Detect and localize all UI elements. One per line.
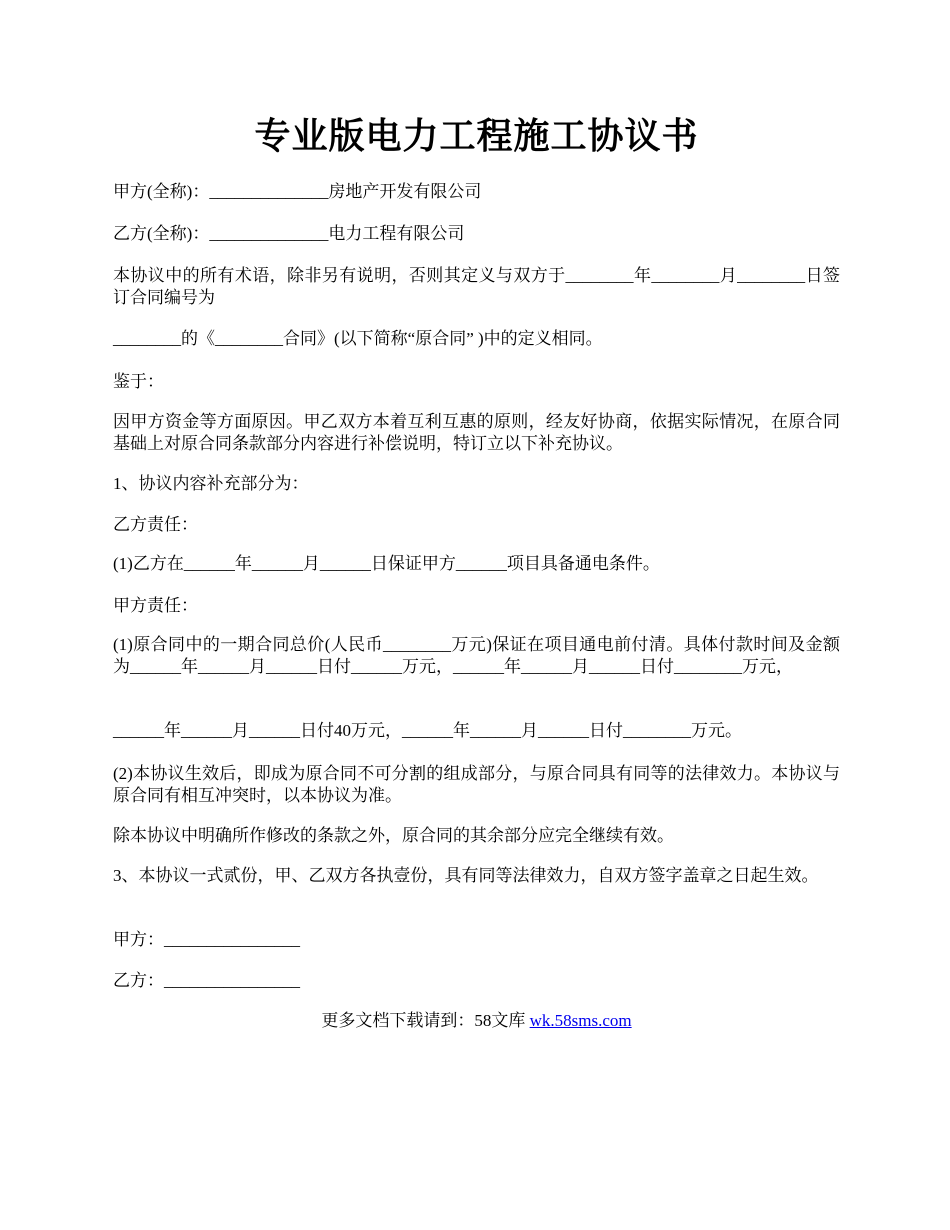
party-a-name: 甲方(全称)：______________房地产开发有限公司 [113,182,482,201]
party-a-payment-schedule: ______年______月______日付40万元，______年______月______日付________万元。 [113,721,742,740]
footer [113,1010,840,1032]
effectiveness-clause: (2)本协议生效后，即成为原合同不可分割的组成部分，与原合同具有同等的法律效力。本协议与原合同有相互冲突时，以本协议为准。 [113,764,840,805]
terms-definition-continued: ________的《________合同》(以下简称“原合同” )中的定义相同。 [113,329,603,348]
supplement-heading: 1、协议内容补充部分为： [113,474,309,493]
footer-link[interactable]: wk.58sms.com [529,1011,632,1030]
party-a-signature: 甲方：________________ [113,930,300,949]
whereas-heading: 鉴于： [113,372,164,391]
whereas-body: 因甲方资金等方面原因。甲乙双方本着互利互惠的原则，经友好协商，依据实际情况，在原合同基础上对原合同条款部分内容进行补偿说明，特订立以下补充协议。 [113,412,840,453]
party-b-responsibility-heading: 乙方责任： [113,515,198,534]
party-b-name: 乙方(全称)：______________电力工程有限公司 [113,224,465,243]
document-title: 专业版电力工程施工协议书 [254,116,699,156]
copies-clause: 3、本协议一式贰份，甲、乙双方各执壹份，具有同等法律效力，自双方签字盖章之日起生效。 [113,866,819,885]
party-a-responsibility-heading: 甲方责任： [113,596,198,615]
party-b-responsibility-item: (1)乙方在______年______月______日保证甲方______项目具备通电条件。 [113,554,660,573]
remaining-validity-clause: 除本协议中明确所作修改的条款之外，原合同的其余部分应完全继续有效。 [113,826,674,845]
terms-definition: 本协议中的所有术语，除非另有说明，否则其定义与双方于________年________月________日签订合同编号为 [113,266,840,307]
party-b-signature: 乙方：________________ [113,971,300,990]
footer-text: 更多文档下载请到：58文库 [321,1011,530,1030]
party-a-payment-clause: (1)原合同中的一期合同总价(人民币________万元)保证在项目通电前付清。具体付款时间及金额为______年______月______日付______万元，______年______月______日付________万元， [113,635,840,676]
